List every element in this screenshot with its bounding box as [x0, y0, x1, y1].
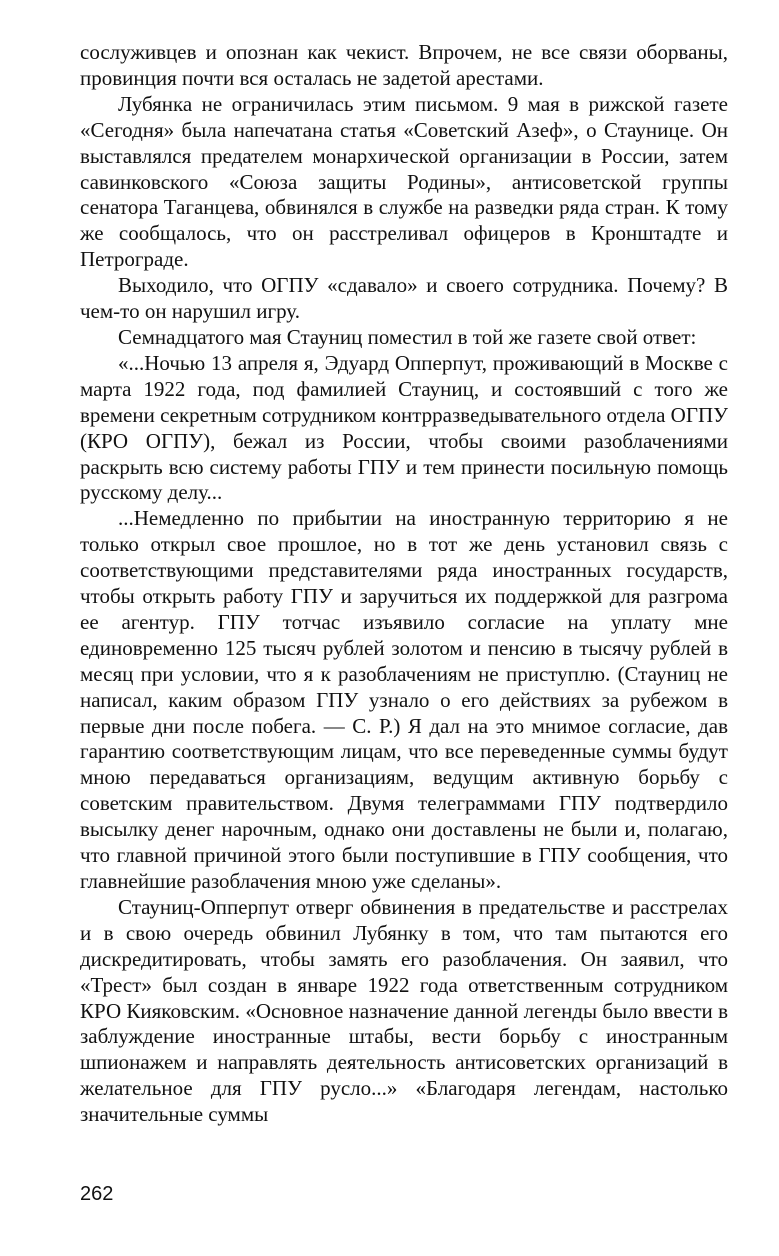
paragraph-4: Семнадцатого мая Стауниц поместил в той же газете свой ответ: — [118, 324, 697, 349]
page-number: 262 — [80, 1183, 114, 1205]
paragraph-7: Стауниц-Опперпут отверг обвинения в предательстве и расстрелах и в свою очередь обвинил Лубянку в том, что там пытаются его дискредитировать, чтобы замять его разоблачения. Он заявил, что «Трест» был создан в январе 1922 года ответственным сотрудником КРО Кияковским. «Основное назначение данной легенды было ввести в заблуждение иностранные штабы, вести борьбу с иностранным шпионажем и направлять деятельность антисоветских организаций в желательное для ГПУ русло...» «Благодаря легендам, настолько значительные суммы — [80, 894, 728, 1127]
page-body — [80, 40, 728, 1128]
paragraph-3: Выходило, что ОГПУ «сдавало» и своего сотрудника. Почему? В чем-то он нарушил игру. — [80, 273, 728, 324]
paragraph-6-quote: ...Немедленно по прибытии на иностранную территорию я не только открыл свое прошлое, но в тот же день установил связь с соответствующими представителями ряда иностранных государств, чтобы открыть работу ГПУ и заручиться их поддержкой для разгрома ее агентур. ГПУ тотчас изъявило согласие на уплату мне единовременно 125 тысяч рублей золотом и пенсию в тысячу рублей в месяц при условии, что я к разоблачениям не приступлю. (Стауниц не написал, каким образом ГПУ узнало о его действиях за рубежом в первые дни после побега. — С. Р.) Я дал на это мнимое согласие, дав гарантию соответствующим лицам, что все переведенные суммы будут мною передаваться организациям, ведущим активную борьбу с советским правительством. Двумя телеграммами ГПУ подтвердило высылку денег нарочным, однако они доставлены не были и, полагаю, что главной причиной этого были поступившие в ГПУ сообщения, что главнейшие разоблачения мною уже сделаны». — [80, 506, 728, 893]
paragraph-5-quote: «...Ночью 13 апреля я, Эдуард Опперпут, проживающий в Москве с марта 1922 года, под фамилией Стауниц, и состоявший с того же времени секретным сотрудником контрразведывательного отдела ОГПУ (КРО ОГПУ), бежал из России, чтобы своими разоблачениями раскрыть всю систему работы ГПУ и тем принести посильную помощь русскому делу... — [80, 350, 728, 505]
paragraph-1: сослуживцев и опознан как чекист. Впрочем, не все связи оборваны, провинция почти вся осталась не задетой арестами. — [80, 40, 728, 90]
paragraph-2: Лубянка не ограничилась этим письмом. 9 мая в рижской газете «Сегодня» была напечатана статья «Советский Азеф», о Стаунице. Он выставлялся предателем монархической организации в России, затем савинковского «Союза защиты Родины», антисоветской группы сенатора Таганцева, обвинялся в службе на разведки ряда стран. К тому же сообщалось, что он расстреливал офицеров в Кронштадте и Петрограде. — [80, 91, 728, 272]
